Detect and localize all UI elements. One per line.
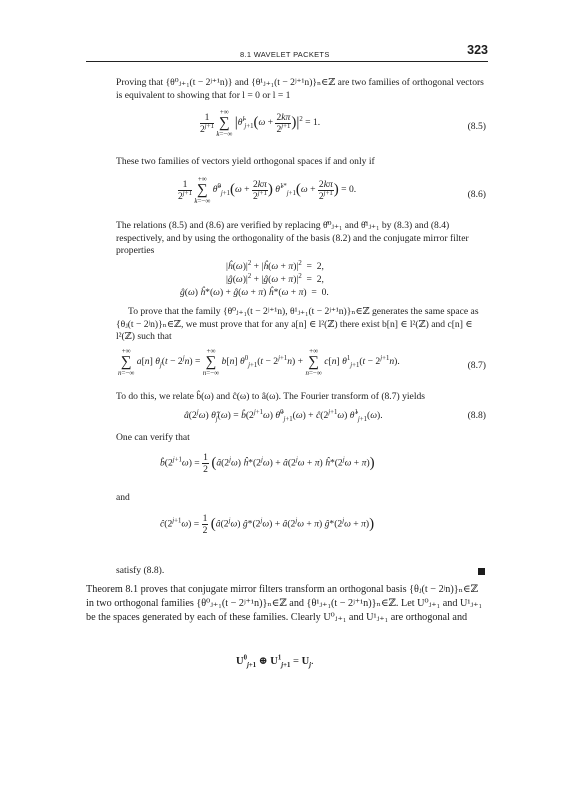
equation-c-hat: $ĉ(2^{j+1}\omega)$ = $\frac{1}{2}$ (â(2$^j$ω) $ĝ*(2^j\omega)$ + $â(2^j\omega + \pi)$ $ĝ*(2^j\omega + \pi)$): [160, 513, 375, 536]
paragraph-theorem-consequence: Theorem 8.1 proves that conjugate mirror filters transform an orthogonal basis {θⱼ(t − 2ʲn)}ₙ∈ℤ in two orthogonal families {θ⁰ⱼ₊₁(t − 2ʲ⁺¹n)}ₙ∈ℤ and {θ¹ⱼ₊₁(t − 2ʲ⁺¹n)}ₙ∈ℤ. Let U⁰ⱼ₊₁ and U¹ⱼ₊₁ be the spaces generated by each of these families. Clearly U⁰ⱼ₊₁ and U¹ⱼ₊₁ are orthogonal and: [86, 584, 483, 623]
equation-8-7: +∞ ∑ n=−∞ a[n] $\theta_j(t - 2^jn)$ = +∞ ∑ n=−∞ b[n] $\theta^0_{j+1}(t - 2^{j+1}n)$ + +∞ ∑ n=−∞ c[n] $\theta^1_{j+1}(t - 2^{j+1}n)$.: [118, 347, 400, 377]
paragraph-relations-verified: The relations (8.5) and (8.6) are verified by replacing θ̂⁰ⱼ₊₁ and θ̂¹ⱼ₊₁ by (8.3) and (8.4) respectively, and by using the orthogonality of the basis (8.2) and the conjugate mirror filter properties: [116, 220, 469, 256]
paragraph-orthogonal-spaces: These two families of vectors yield orthogonal spaces if and only if: [116, 156, 375, 167]
equation-8-8: â(2$^j$ω) $\thetâ_j(\omega)$ = $b̂(2^{j+1}\omega)$ θ̂$^0_{j+1}$(ω) + $ĉ(2^{j+1}\omega)$ θ̂$^1_{j+1}$(ω).: [184, 408, 383, 423]
equation-8-5: $\frac{1}{2^{j+1}}$ +∞ ∑ k=−∞ |θ̂$^l_{j+1}$(ω + $\frac{2k\pi}{2^{j+1}}$ )$|^2 = 1$.: [200, 108, 321, 138]
equation-label-8-6: (8.6): [467, 189, 486, 200]
end-of-proof-square: [478, 568, 485, 575]
paragraph-orthogonal-families: Proving that {θ⁰ⱼ₊₁(t − 2ʲ⁺¹n)} and {θ¹ⱼ₊₁(t − 2ʲ⁺¹n)}ₙ∈ℤ are two families of orthogonal vectors is equivalent to showing that for l = 0 or l = 1: [116, 77, 484, 101]
paragraph-verify: One can verify that: [116, 432, 190, 443]
equation-label-8-8: (8.8): [467, 410, 486, 421]
page-number: 323: [467, 43, 488, 57]
running-header: [86, 41, 488, 63]
equation-8-6: $\frac{1}{2^{j+1}}$ +∞ ∑ k=−∞ θ̂$^0_{j+1}$(ω + $\frac{2k\pi}{2^{j+1}}$ ) θ̂$^{1*}_{j+1}$(ω + $\frac{2k\pi}{2^{j+1}}$ ) = 0.: [178, 175, 357, 205]
equation-b-hat: $b̂(2^{j+1}\omega)$ = $\frac{1}{2}$ (â(2$^j$ω) $ĥ*(2^j\omega)$ + $â(2^j\omega + \pi)$ $ĥ*(2^j\omega + \pi)$): [160, 452, 375, 475]
section-title: 8.1 WAVELET PACKETS: [240, 50, 330, 59]
equation-direct-sum: $U^0_{j+1}$ ⊕ $U^1_{j+1} = U_j$.: [236, 654, 314, 670]
filter-properties: $|ĥ(\omega)|^2$ + |ĥ(ω + $\pi)|^2 = 2$, $|ĝ(\omega)|^2$ + |ĝ(ω + $\pi)|^2 = 2$, ĝ(ω) ĥ*(ω) + ĝ(ω + π) ĥ*(ω + π) = 0.: [180, 259, 329, 298]
paragraph-fourier-transform: To do this, we relate b̂(ω) and ĉ(ω) to â(ω). The Fourier transform of (8.7) yields: [116, 391, 426, 402]
header-rule: [86, 61, 488, 62]
paragraph-same-space: To prove that the family {θ⁰ⱼ₊₁(t − 2ʲ⁺¹n), θ¹ⱼ₊₁(t − 2ʲ⁺¹n)}ₙ∈ℤ generates the same space as {θⱼ(t − 2ʲn)}ₙ∈ℤ, we must prove that for any a[n] ∈ l²(ℤ) there exist b[n] ∈ l²(ℤ) and c[n] ∈ l²(ℤ) such that: [116, 306, 479, 342]
equation-label-8-7: (8.7): [467, 360, 486, 371]
paragraph-satisfy: satisfy (8.8).: [116, 565, 165, 576]
equation-label-8-5: (8.5): [467, 121, 486, 132]
label-and: and: [116, 492, 130, 503]
